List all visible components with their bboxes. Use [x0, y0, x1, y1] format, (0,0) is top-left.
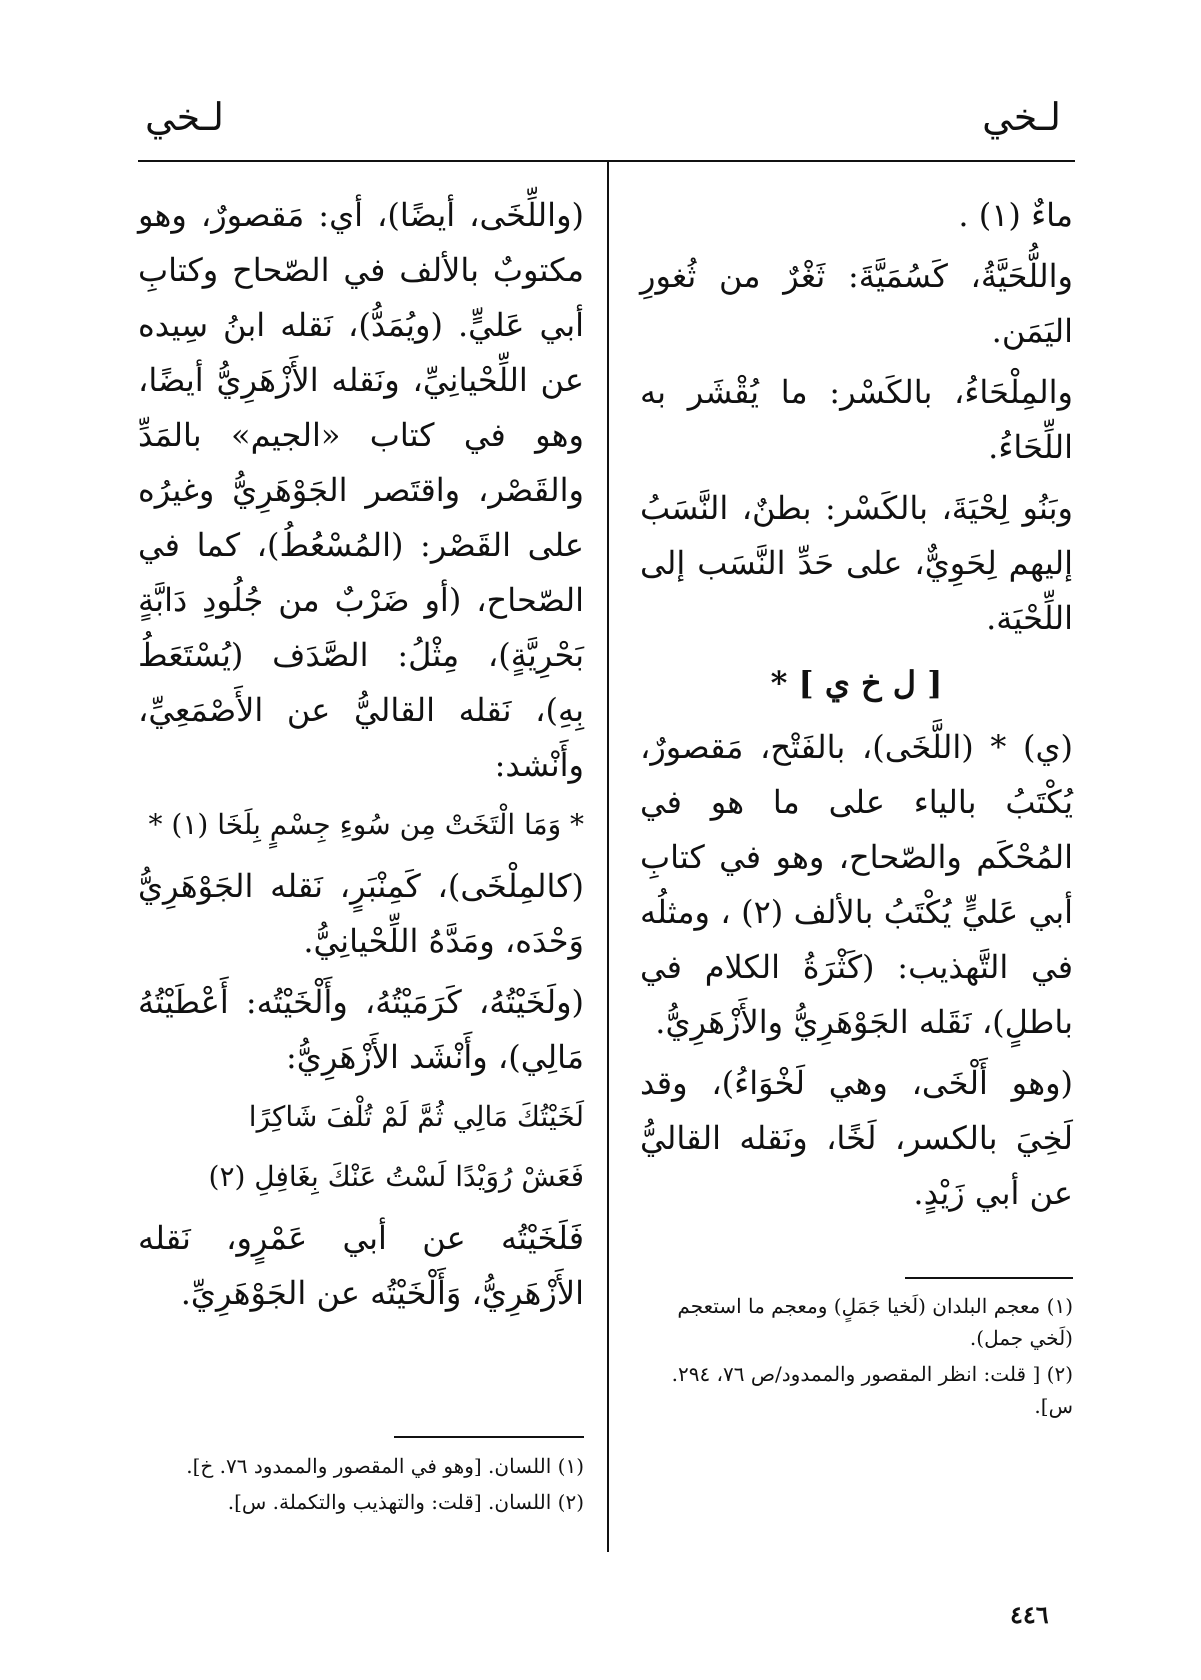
running-header-right: لـخي — [982, 95, 1061, 139]
verse-line: * وَمَا الْتَخَتْ مِن سُوءِ جِسْمٍ بِلَخَا (١) * — [148, 808, 584, 841]
footnotes-right — [640, 1290, 1073, 1426]
paragraph: (ولَخَيْتُهُ، كَرَمَيْتُهُ، وأَلْخَيْتُه: أَعْطَيْتُهُ مَالِي)، وأَنْشَد الأَزْهَرِيُّ: — [138, 983, 584, 1076]
verse-line: فَعَشْ رُوَيْدًا لَسْتُ عَنْكَ بِغَافِلِ (٢) — [208, 1160, 584, 1193]
footnote: (٢) اللسان. [قلت: والتهذيب والتكملة. س]. — [227, 1490, 584, 1514]
running-header-left: لـخي — [145, 95, 224, 139]
paragraph: وبَنُو لِحْيَةَ، بالكَسْر: بطنٌ، النَّسَبُ إليهم لِحَوِيٌّ، على حَدِّ النَّسَب إلى اللِّحْيَة. — [640, 489, 1073, 637]
paragraph: واللُّحَيَّةُ، كَسُمَيَّةَ: ثَغْرٌ من ثُغورِ اليَمَن. — [640, 257, 1073, 350]
right-column — [640, 188, 1073, 1227]
page-number: ٤٤٦ — [1010, 1600, 1049, 1629]
footnote-rule — [905, 1277, 1073, 1279]
left-column — [138, 188, 584, 1327]
paragraph: (ي) * (اللَّخَى)، بالفَتْح، مَقصورٌ، يُكْتَبُ بالياء على ما هو في المُحْكَم والصّحاح، وهو في كتابِ أبي عَليٍّ يُكْتَبُ بالألف (٢) ، ومثلُه في التَّهذيب: (كَثْرَةُ الكلام في باطلٍ)، نَقَله الجَوْهَرِيُّ والأَزْهَرِيُّ. — [640, 728, 1073, 1041]
entry-heading: [ ل خ ي ] * — [770, 664, 943, 702]
verse-line: لَخَيْتُكَ مَالِي ثُمَّ لَمْ تُلْفَ شَاكِرًا — [248, 1100, 584, 1133]
footnote: (١) معجم البلدان (لَخيا جَمَلٍ) ومعجم ما استعجم (لَخي جمل). — [677, 1294, 1073, 1350]
paragraph: والمِلْحَاءُ، بالكَسْر: ما يُقْشَر به اللِّحَاءُ. — [640, 373, 1073, 466]
paragraph: ماءٌ (١) . — [958, 196, 1073, 234]
footnote: (١) اللسان. [وهو في المقصور والممدود ٧٦. خ]. — [186, 1454, 584, 1478]
column-divider — [607, 162, 609, 1552]
footnote-rule — [394, 1436, 584, 1438]
paragraph: (واللِّخَى، أيضًا)، أي: مَقصورٌ، وهو مكتوبٌ بالألف في الصّحاح وكتابِ أبي عَليٍّ. (ويُمَدُّ)، نَقله ابنُ سِيده عن اللِّحْيانِيِّ، ونَقله الأَزْهَرِيُّ أيضًا، وهو في كتاب «الجيم» بالمَدِّ والقَصْر، واقتَصر الجَوْهَرِيُّ وغيرُه على القَصْر: (المُسْعُطُ)، كما في الصّحاح، (أو ضَرْبٌ من جُلُودِ دَابَّةٍ بَحْرِيَّةٍ)، مِثْلُ: الصَّدَف (يُسْتَعَطُ بِهِ)، نَقله القاليُّ عن الأَصْمَعِيِّ، وأَنْشد: — [138, 196, 584, 784]
paragraph: (كالمِلْخَى)، كَمِنْبَرٍ، نَقله الجَوْهَرِيُّ وَحْدَه، ومَدَّهُ اللِّحْيانِيُّ. — [138, 867, 584, 960]
paragraph: (وهو أَلْخَى، وهي لَخْوَاءُ)، وقد لَخِيَ بالكسر، لَخًا، ونَقله القاليُّ عن أبي زَيْدٍ. — [640, 1064, 1073, 1212]
footnotes-left — [138, 1450, 584, 1522]
footnote: (٢) [ قلت: انظر المقصور والممدود/ص ٧٦، ٢٩٤. س]. — [671, 1362, 1073, 1418]
paragraph: فَلَخَيْتُه عن أبي عَمْرٍو، نَقله الأَزْهَرِيُّ، وَأَلْخَيْتُه عن الجَوْهَرِيِّ. — [138, 1219, 584, 1312]
